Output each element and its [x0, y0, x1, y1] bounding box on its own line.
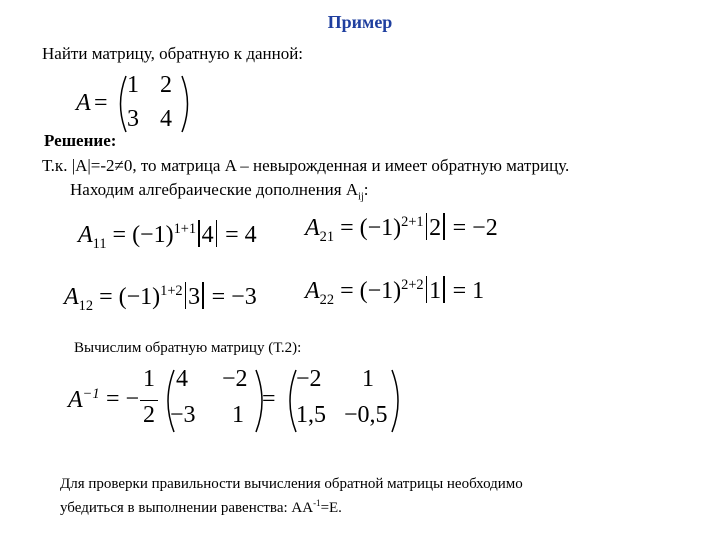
- compute-label: Вычислим обратную матрицу (Т.2):: [74, 340, 302, 356]
- matrix-a-equals: =: [94, 90, 108, 116]
- inverse-eq1: = −: [106, 386, 140, 412]
- matrix-cell: −2: [222, 366, 248, 392]
- matrix-a-cell: 3: [127, 106, 139, 132]
- matrix-a-cell: 1: [127, 72, 139, 98]
- matrix-cell: 1: [362, 366, 374, 392]
- page-title: Пример: [327, 12, 393, 32]
- matrix-cell: −2: [296, 366, 322, 392]
- task-text: Найти матрицу, обратную к данной:: [42, 44, 304, 63]
- matrix-cell: 1,5: [296, 402, 326, 428]
- matrix-a-cell: 2: [160, 72, 172, 98]
- inverse-eq2: =: [262, 386, 276, 412]
- fraction-denominator: 2: [143, 402, 155, 428]
- fraction-bar: [140, 400, 158, 401]
- cofactor-intro: Находим алгебраические дополнения $A_{ij}$:: [70, 180, 369, 203]
- cofactor-a12: $A_{12} = (-1)^{1+2}$ 3 = −3: [64, 283, 257, 314]
- matrix-a-cell: 4: [160, 106, 172, 132]
- solution-label: Решение:: [44, 131, 117, 150]
- cofactor-a21: $A_{21} = (-1)^{2+1}$ 2 = −2: [305, 214, 498, 245]
- matrix-cell: −3: [170, 402, 196, 428]
- right-paren-icon: [178, 74, 196, 134]
- matrix-cell: 1: [232, 402, 244, 428]
- matrix-cell: −0,5: [344, 402, 388, 428]
- determinant-line: Т.к. |A|=-2≠0, то матрица A – невырожденная и имеет обратную матрицу.: [42, 156, 570, 175]
- cofactor-a22: $A_{22} = (-1)^{2+2}$ 1 = 1: [305, 277, 485, 308]
- fraction-numerator: 1: [143, 366, 155, 392]
- check-line-1: Для проверки правильности вычисления обратной матрицы необходимо: [60, 476, 523, 492]
- cofactor-a11: $A_{11} = (-1)^{1+1}$ 4 = 4: [78, 221, 257, 252]
- check-line-2: убедиться в выполнении равенства: $AA^{-1}=E$.: [60, 498, 342, 516]
- matrix-cell: 4: [176, 366, 188, 392]
- right-paren-icon: [388, 368, 406, 434]
- inverse-symbol: $A^{-1}$: [68, 386, 100, 413]
- matrix-a-symbol: A: [76, 90, 91, 116]
